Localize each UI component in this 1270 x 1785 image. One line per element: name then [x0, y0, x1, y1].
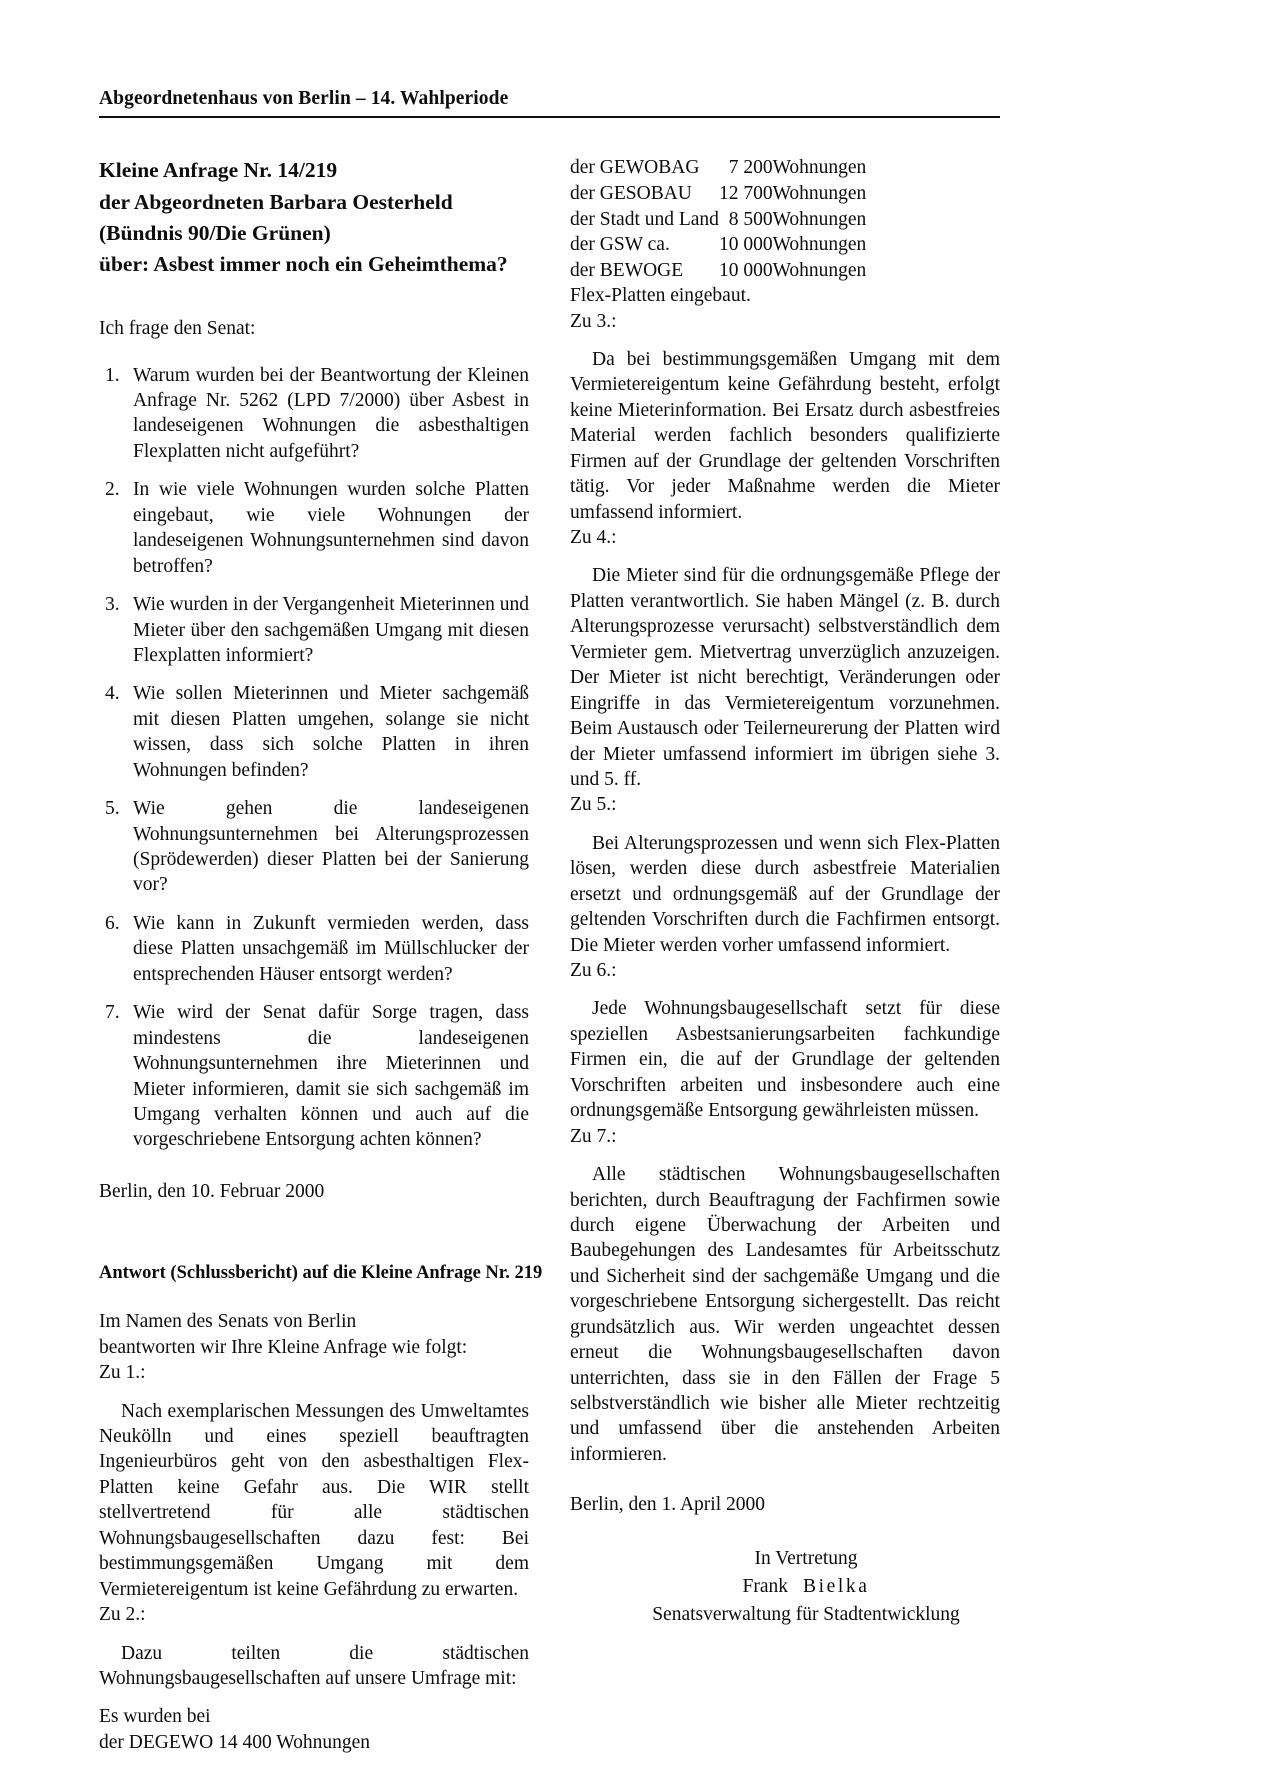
question-item: Wie wurden in der Vergangenheit Mieterinnen und Mieter über den sachgemäßen Umgang mit diesen Flexplatten informiert? [133, 594, 529, 666]
answer-label-zu2: Zu 2.: [99, 1604, 146, 1626]
running-head: Abgeordnetenhaus von Berlin – 14. Wahlperiode [99, 88, 509, 109]
page-title [99, 155, 529, 280]
answer-text-zu1: Nach exemplarischen Messungen des Umweltamtes Neukölln und eines speziell beauftragten Ingenieurbüros geht von den asbesthaltigen Flex-Platten keine Gefahr aus. Die WIR stellt stellvertretend für alle städtischen Wohnungsbaugesellschaften dazu fest: Bei bestimmungsgemäßen Umgang mit dem Vermietereigentum ist keine Gefährdung zu erwarten. [99, 1400, 529, 1600]
table-row [570, 232, 866, 258]
company-count: 12 700 [718, 182, 773, 204]
title-line-2: der Abgeordneten Barbara Oesterheld [99, 189, 453, 214]
company-unit: Wohnungen [772, 157, 867, 179]
signatory-lastname: Bielka [802, 1576, 870, 1598]
table-row [570, 207, 866, 233]
answer-text-zu2: Dazu teilten die städtischen Wohnungsbaugesellschaften auf unsere Umfrage mit: [99, 1642, 529, 1689]
company-name: der GSW ca. [570, 234, 670, 256]
company-unit: Wohnungen [772, 259, 867, 281]
table-row [570, 258, 866, 284]
table-row [570, 181, 866, 207]
question-list [99, 363, 529, 1153]
company-unit: Wohnungen [772, 208, 867, 230]
question-date-line: Berlin, den 10. Februar 2000 [99, 1180, 325, 1202]
answer-label-zu5: Zu 5.: [570, 794, 617, 816]
company-name: der Stadt und Land [570, 208, 719, 230]
answer-label-zu7: Zu 7.: [570, 1125, 617, 1147]
company-housing-table [570, 155, 866, 283]
company-count: 10 000 [718, 234, 773, 256]
answer-label-zu6: Zu 6.: [570, 960, 617, 982]
signature-role: In Vertretung [754, 1547, 858, 1569]
answer-label-zu3: Zu 3.: [570, 310, 617, 332]
question-item: Warum wurden bei der Beantwortung der Kleinen Anfrage Nr. 5262 (LPD 7/2000) über Asbest in landeseigenen Wohnungen die asbesthaltigen Flexplatten nicht aufgeführt? [133, 364, 529, 462]
title-line-1: Kleine Anfrage Nr. 14/219 [99, 158, 338, 183]
company-count: 10 000 [718, 259, 773, 281]
answer-text-zu4: Die Mieter sind für die ordnungsgemäße Pflege der Platten verantwortlich. Sie haben Mängel (z. B. durch Alterungsprozesse verursacht) selbstverständlich dem Vermieter gem. Mietvertrag unverzüglich anzuzeigen. Der Mieter ist nicht berechtigt, Veränderungen oder Eingriffe in das Vermietereigentum vorzunehmen. Beim Austausch oder Teilerneurerung der Platten wird der Mieter umfassend informiert im übrigen siehe 3. und 5. ff. [570, 565, 1000, 790]
question-item: Wie kann in Zukunft vermieden werden, dass diese Platten unsachgemäß im Müllschlucker der entsprechenden Häuser entsorgt werden? [133, 912, 529, 985]
answer-intro-line-2: beantworten wir Ihre Kleine Anfrage wie folgt: [99, 1336, 468, 1358]
answer-text-zu3: Da bei bestimmungsgemäßen Umgang mit dem Vermietereigentum keine Gefährdung besteht, erfolgt keine Mieterinformation. Bei Ersatz durch asbestfreies Material werden fachlich besonders qualifizierte Firmen auf der Grundlage der geltenden Vorschriften tätig. Vor jeder Maßnahme werden die Mieter umfassend informiert. [570, 348, 1000, 523]
company-count: 7 200 [728, 157, 773, 179]
answer-text-zu6: Jede Wohnungsbaugesellschaft setzt für diese speziellen Asbestsanierungsarbeiten fachkundige Firmen ein, die auf der Grundlage der geltenden Vorschriften arbeiten und insbesondere auch eine ordnungsgemäße Entsorgung gewährleisten müssen. [570, 998, 1000, 1122]
signatory-department: Senatsverwaltung für Stadtentwicklung [652, 1604, 960, 1626]
header-rule [99, 116, 1000, 118]
answer-date-line: Berlin, den 1. April 2000 [570, 1494, 765, 1516]
answer-text-zu5: Bei Alterungsprozessen und wenn sich Flex-Platten lösen, werden diese durch asbestfreie Materialien ersetzt und ordnungsgemäß auf der Grundlage der geltenden Vorschriften durch die Fachfirmen entsorgt. Die Mieter werden vorher umfassend informiert. [570, 832, 1000, 956]
right-column [570, 155, 1000, 1755]
question-item: In wie viele Wohnungen wurden solche Platten eingebaut, wie viele Wohnungen der landeseigenen Wohnungsunternehmen sind davon betroffen? [133, 479, 529, 577]
question-item: Wie gehen die landeseigenen Wohnungsunternehmen bei Alterungsprozessen (Sprödewerden) dieser Platten bei der Sanierung vor? [133, 798, 529, 896]
signature-block [570, 1545, 1000, 1630]
answer-intro-line-1: Im Namen des Senats von Berlin [99, 1311, 357, 1333]
table-row [570, 155, 866, 181]
company-name: der GESOBAU [570, 182, 692, 204]
survey-row-degewo: der DEGEWO 14 400 Wohnungen [99, 1731, 371, 1753]
intro-line: Ich frage den Senat: [99, 318, 256, 340]
answer-label-zu4: Zu 4.: [570, 527, 617, 549]
company-unit: Wohnungen [772, 182, 867, 204]
two-column-body [99, 155, 1000, 1755]
question-item: Wie sollen Mieterinnen und Mieter sachgemäß mit diesen Platten umgehen, solange sie nicht wissen, dass sich solche Platten in ihren Wohnungen befinden? [133, 683, 529, 781]
answer-text-zu7: Alle städtischen Wohnungsbaugesellschaften berichten, durch Beauftragung der Fachfirmen sowie durch eigene Überwachung der Arbeiten und Baubegehungen des Landesamtes für Arbeitsschutz und Sicherheit sind der sachgemäße Umgang und die vorgeschriebene Entsorgung sichergestellt. Das reicht grundsätzlich aus. Wir werden ungeachtet dessen erneut die Wohnungsbaugesellschaften davon unterrichten, dass sie in den Fällen der Frage 5 selbstverständlich wie bisher alle Mieter rechtzeitig und umfassend über die anstehenden Arbeiten informieren. [570, 1164, 1000, 1465]
left-column [99, 155, 543, 1755]
signatory-firstname: Frank [742, 1576, 789, 1598]
answer-heading: Antwort (Schlussbericht) auf die Kleine Anfrage Nr. 219 [99, 1263, 543, 1284]
survey-intro: Es wurden bei [99, 1706, 211, 1728]
question-item: Wie wird der Senat dafür Sorge tragen, dass mindestens die landeseigenen Wohnungsunternehmen ihre Mieterinnen und Mieter informieren, damit sie sich sachgemäß im Umgang verhalten können und auch auf die vorgeschriebene Entsorgung achten können? [133, 1002, 529, 1151]
title-line-3: (Bündnis 90/Die Grünen) [99, 220, 331, 245]
company-unit: Wohnungen [772, 234, 867, 256]
company-name: der BEWOGE [570, 259, 684, 281]
answer-label-zu1: Zu 1.: [99, 1362, 146, 1384]
company-count: 8 500 [728, 208, 773, 230]
company-table-footer: Flex-Platten eingebaut. [570, 285, 751, 307]
company-name: der GEWOBAG [570, 157, 700, 179]
title-line-4: über: Asbest immer noch ein Geheimthema? [99, 251, 508, 276]
signatory-name [612, 1573, 1000, 1601]
